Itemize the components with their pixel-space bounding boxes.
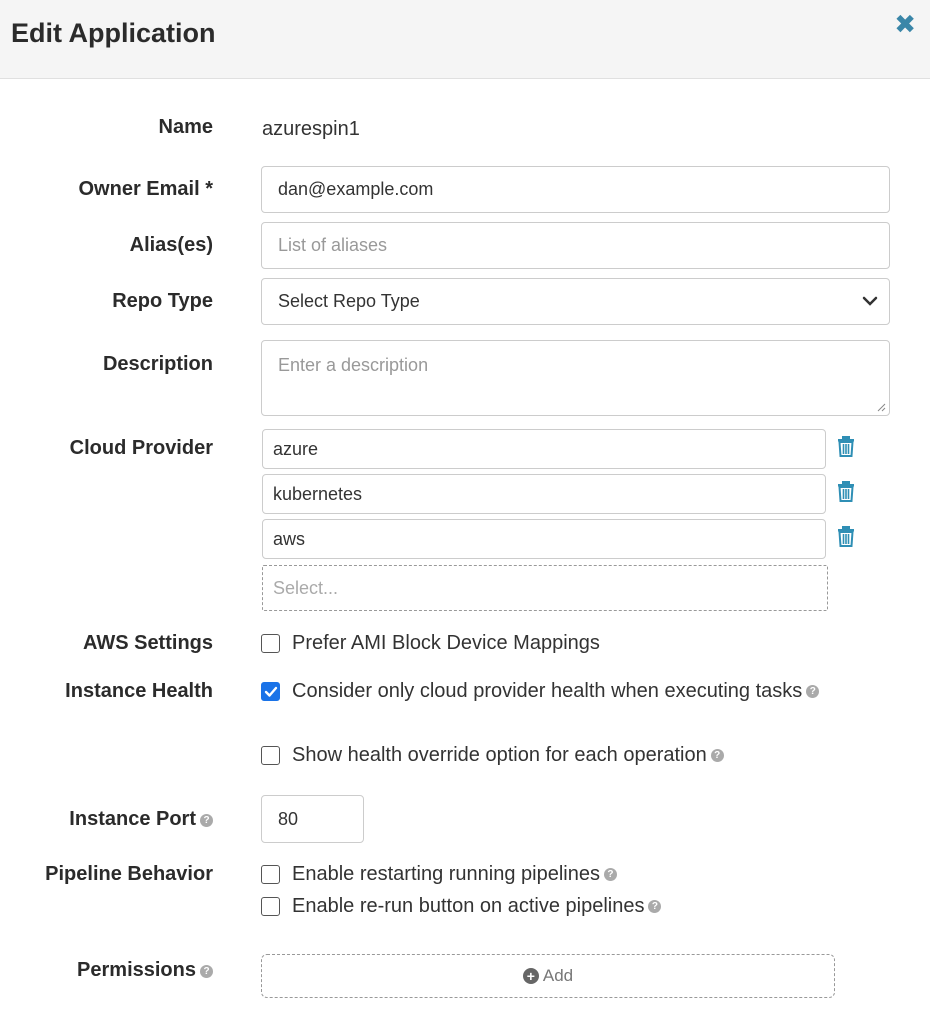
owner-email-input[interactable]	[261, 166, 890, 213]
cloud-provider-label: Cloud Provider	[69, 437, 213, 459]
cloud-provider-item[interactable]	[262, 474, 826, 514]
chevron-down-icon	[861, 292, 879, 310]
cloud-provider-value: azure	[273, 438, 319, 459]
add-permission-label: Add	[542, 966, 574, 985]
permissions-label	[77, 959, 213, 982]
description-textarea[interactable]	[261, 340, 890, 416]
cloud-provider-select[interactable]	[262, 565, 828, 611]
help-icon[interactable]: ?	[200, 965, 213, 978]
pipeline-behavior-label: Pipeline Behavior	[45, 863, 213, 885]
close-icon[interactable]: ✖	[894, 9, 916, 39]
restart-pipelines-checkbox[interactable]	[261, 865, 280, 884]
repo-type-label: Repo Type	[112, 290, 213, 312]
cloud-provider-item[interactable]	[262, 429, 826, 469]
instance-port-input[interactable]	[261, 795, 364, 843]
help-icon[interactable]: ?	[711, 749, 724, 762]
modal-header	[0, 0, 930, 79]
instance-port-label-text: Instance Port	[69, 808, 196, 830]
permissions-label-text: Permissions	[77, 959, 196, 981]
plus-circle-icon: +	[523, 968, 539, 984]
owner-email-value: dan@example.com	[278, 179, 434, 199]
repo-type-select[interactable]	[261, 278, 890, 325]
description-label: Description	[102, 353, 213, 375]
rerun-button-label: Enable re-run button on active pipelines	[292, 895, 645, 917]
aliases-placeholder: List of aliases	[278, 235, 388, 255]
name-value: azurespin1	[262, 118, 360, 140]
rerun-button-option[interactable]	[261, 895, 661, 918]
help-icon[interactable]: ?	[648, 900, 661, 913]
description-placeholder: Enter a description	[278, 355, 429, 375]
resize-grip-icon[interactable]	[876, 402, 886, 412]
instance-port-label	[69, 808, 213, 831]
cloud-provider-value: kubernetes	[273, 483, 363, 504]
restart-pipelines-label: Enable restarting running pipelines	[292, 863, 600, 885]
aliases-label: Alias(es)	[129, 234, 213, 256]
help-icon[interactable]: ?	[806, 685, 819, 698]
cloud-provider-select-placeholder: Select...	[273, 577, 339, 598]
modal-title: Edit Application	[11, 18, 216, 48]
health-override-checkbox[interactable]	[261, 746, 280, 765]
trash-icon[interactable]	[836, 525, 856, 547]
checkmark-icon	[264, 685, 278, 699]
cloud-health-option[interactable]	[261, 680, 819, 703]
trash-icon[interactable]	[836, 435, 856, 457]
cloud-health-checkbox[interactable]	[261, 682, 280, 701]
health-override-label: Show health override option for each operation	[292, 744, 707, 766]
repo-type-selected: Select Repo Type	[278, 291, 420, 311]
instance-health-label: Instance Health	[65, 680, 213, 702]
help-icon[interactable]: ?	[200, 814, 213, 827]
restart-pipelines-option[interactable]	[261, 863, 617, 886]
cloud-provider-item[interactable]	[262, 519, 826, 559]
trash-icon[interactable]	[836, 480, 856, 502]
prefer-ami-checkbox[interactable]	[261, 634, 280, 653]
aws-settings-option[interactable]	[261, 632, 600, 655]
cloud-health-label: Consider only cloud provider health when executing tasks	[292, 680, 803, 702]
owner-email-label: Owner Email *	[78, 178, 213, 200]
rerun-button-checkbox[interactable]	[261, 897, 280, 916]
prefer-ami-label: Prefer AMI Block Device Mappings	[292, 632, 600, 654]
instance-port-value: 80	[278, 808, 299, 829]
health-override-option[interactable]	[261, 744, 724, 767]
aliases-input[interactable]	[261, 222, 890, 269]
name-label: Name	[158, 116, 213, 138]
help-icon[interactable]: ?	[604, 868, 617, 881]
cloud-provider-value: aws	[273, 528, 306, 549]
add-permission-button[interactable]	[261, 954, 835, 998]
aws-settings-label: AWS Settings	[82, 632, 213, 654]
